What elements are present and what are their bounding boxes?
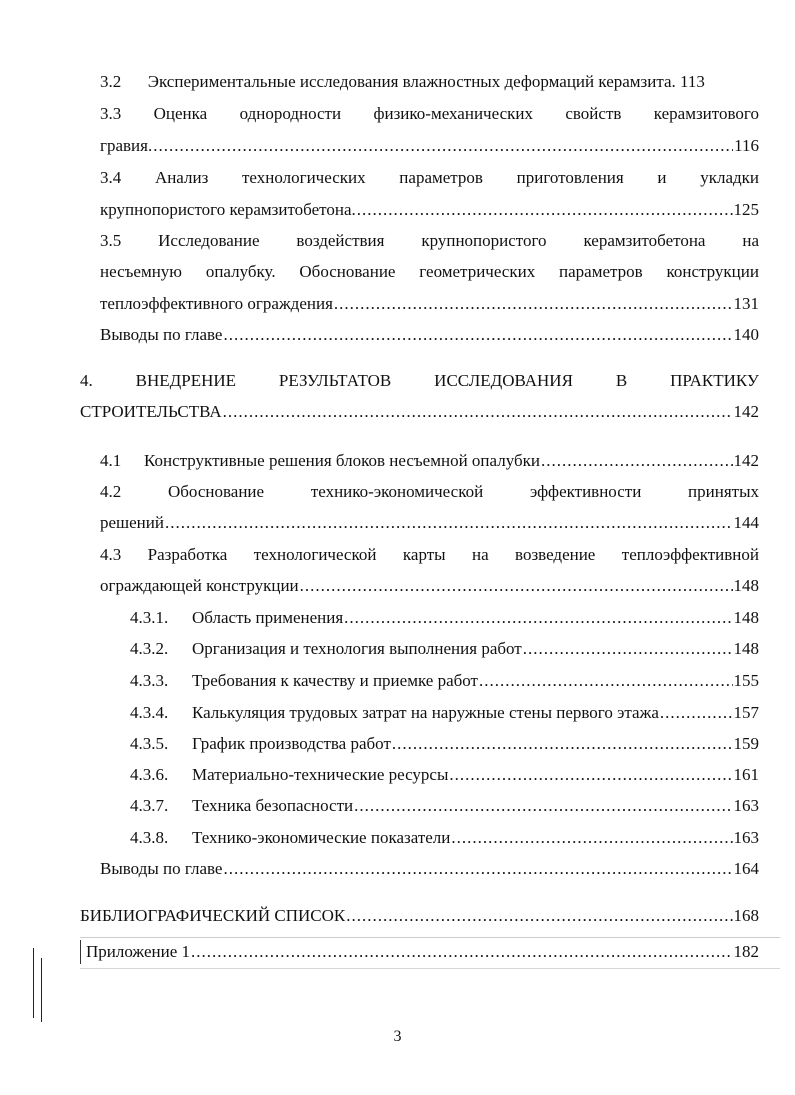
toc-title: теплоэффективного ограждения (100, 294, 333, 313)
toc-word: свойств (565, 104, 622, 123)
toc-entry-4-3-6 (130, 765, 759, 785)
toc-num: 3.3 (100, 104, 122, 123)
toc-word: несъемную (100, 262, 183, 281)
toc-entry-conclusions-3 (100, 325, 759, 345)
toc-page: 168 (733, 906, 759, 925)
toc-title: Материально-технические ресурсы (192, 765, 449, 784)
toc-page: 148 (733, 576, 759, 595)
toc-word: В (615, 371, 628, 390)
toc-num: 4.2 (100, 482, 122, 501)
toc-page: 155 (733, 671, 759, 690)
toc-word: и (657, 168, 667, 187)
dot-leader (523, 639, 733, 659)
toc-entry-3-3-line1 (100, 104, 759, 124)
dot-leader (541, 451, 733, 471)
toc-word: технологической (253, 545, 377, 564)
toc-title: Область применения (192, 608, 344, 627)
toc-title: БИБЛИОГРАФИЧЕСКИЙ СПИСОК (80, 906, 346, 925)
toc-title: СТРОИТЕЛЬСТВА (80, 402, 222, 421)
toc-word: Разработка (147, 545, 228, 564)
toc-word: Анализ (154, 168, 209, 187)
toc-word: опалубку. (205, 262, 276, 281)
toc-word: ИССЛЕДОВАНИЯ (434, 371, 573, 390)
toc-word: конструкции (666, 262, 759, 281)
toc-entry-4-2-line2 (100, 513, 759, 533)
toc-entry-4-2-line1 (100, 482, 759, 502)
toc-entry-appendix (86, 942, 759, 962)
toc-entry-4-1 (100, 451, 759, 471)
margin-bar (41, 958, 42, 1022)
toc-word: технологических (242, 168, 366, 187)
toc-num: 3.2 (100, 72, 122, 91)
toc-page: 144 (733, 513, 759, 532)
toc-num: 4.3.3. (130, 671, 169, 690)
toc-page: 182 (733, 942, 759, 961)
toc-num: 4.1 (100, 451, 122, 470)
toc-entry-4-3-8 (130, 828, 759, 848)
toc-title: Выводы по главе (100, 325, 223, 344)
toc-word: приготовления (516, 168, 624, 187)
toc-page: 113 (680, 72, 705, 91)
toc-num: 4.3.1. (130, 608, 169, 627)
toc-entry-conclusions-4 (100, 859, 759, 879)
toc-num: 4.3.2. (130, 639, 169, 658)
toc-page: 157 (733, 703, 759, 722)
toc-page: 164 (733, 859, 759, 878)
dot-leader (153, 136, 733, 156)
toc-num: 4.3.7. (130, 796, 169, 815)
toc-word: на (742, 231, 759, 250)
toc-title: крупнопористого керамзитобетона. (100, 200, 356, 219)
toc-page: 125 (733, 200, 759, 219)
toc-word: ВНЕДРЕНИЕ (135, 371, 237, 390)
toc-title: График производства работ (192, 734, 391, 753)
toc-entry-4-3-7 (130, 796, 759, 816)
toc-word: РЕЗУЛЬТАТОВ (278, 371, 392, 390)
toc-title: Организация и технология выполнения работ (192, 639, 522, 658)
toc-entry-4-3-3 (130, 671, 759, 691)
toc-page: 148 (733, 608, 759, 627)
toc-word: воздействия (296, 231, 385, 250)
appendix-box (80, 940, 81, 964)
toc-word: карты (402, 545, 446, 564)
toc-entry-bibliography (80, 906, 759, 926)
dot-leader (449, 765, 732, 785)
toc-title: гравия. (100, 136, 153, 155)
toc-word: параметров (399, 168, 483, 187)
toc-word: теплоэффективной (621, 545, 759, 564)
toc-num: 3.5 (100, 231, 122, 250)
toc-page: 163 (733, 796, 759, 815)
dot-leader (223, 859, 732, 879)
toc-title: Калькуляция трудовых затрат на наружные стены первого этажа (192, 703, 659, 722)
page-number: 3 (393, 1028, 402, 1045)
toc-word: однородности (239, 104, 342, 123)
dot-leader (346, 906, 732, 926)
toc-num: 4.3.8. (130, 828, 169, 847)
dot-leader (344, 608, 732, 628)
scan-artifact-line (80, 968, 780, 969)
dot-leader (354, 796, 732, 816)
toc-word: ПРАКТИКУ (670, 371, 759, 390)
toc-word: на (471, 545, 489, 564)
toc-entry-4-3-5 (130, 734, 759, 754)
toc-page: 142 (733, 451, 759, 470)
toc-entry-4-3-line2 (100, 576, 759, 596)
toc-title: Приложение 1 (86, 942, 190, 961)
toc-word: Обоснование (167, 482, 265, 501)
toc-page: 148 (733, 639, 759, 658)
dot-leader (334, 294, 733, 314)
toc-page: 140 (733, 325, 759, 344)
margin-bar (33, 948, 34, 1018)
toc-entry-4-3-4 (130, 703, 759, 723)
toc-entry-3-4-line2 (100, 200, 759, 220)
toc-entry-3-5-line1 (100, 231, 759, 251)
toc-word: технико-экономической (310, 482, 484, 501)
toc-num: 3.4 (100, 168, 122, 187)
dot-leader (660, 703, 733, 723)
toc-page: 161 (733, 765, 759, 784)
toc-word: геометрических (419, 262, 536, 281)
scan-artifact-line (80, 937, 780, 938)
toc-entry-3-4-line1 (100, 168, 759, 188)
toc-word: крупнопористого (421, 231, 547, 250)
toc-page: 142 (733, 402, 759, 421)
toc-num: 4.3 (100, 545, 122, 564)
toc-word: принятых (688, 482, 759, 501)
toc-num: 4.3.6. (130, 765, 169, 784)
toc-title: Требования к качеству и приемке работ (192, 671, 478, 690)
toc-word: эффективности (529, 482, 642, 501)
toc-page: 131 (733, 294, 759, 313)
dot-leader (223, 402, 733, 422)
toc-num: 4.3.4. (130, 703, 169, 722)
toc-word: Исследование (158, 231, 260, 250)
toc-num: 4.3.5. (130, 734, 169, 753)
toc-title: Техника безопасности (192, 796, 354, 815)
toc-title: Выводы по главе (100, 859, 223, 878)
toc-word: возведение (515, 545, 596, 564)
dot-leader (165, 513, 733, 533)
toc-title: решений (100, 513, 164, 532)
toc-word: укладки (700, 168, 759, 187)
dot-leader (300, 576, 733, 596)
dot-leader (357, 200, 733, 220)
toc-entry-4-3-2 (130, 639, 759, 659)
toc-word: керамзитового (653, 104, 759, 123)
dot-leader (191, 942, 733, 962)
toc-chapter-4-line2 (80, 402, 759, 422)
toc-title: ограждающей конструкции (100, 576, 299, 595)
toc-entry-3-3-line2 (100, 136, 759, 156)
dot-leader (479, 671, 733, 691)
toc-title: Конструктивные решения блоков несъемной опалубки (144, 451, 540, 470)
toc-title: Технико-экономические показатели (192, 828, 451, 847)
dot-leader (223, 325, 732, 345)
toc-entry-3-2 (100, 72, 705, 92)
toc-chapter-4-line1 (80, 371, 759, 391)
toc-word: керамзитобетона (583, 231, 706, 250)
dot-leader (392, 734, 733, 754)
toc-page: 116 (734, 136, 759, 155)
toc-word: Обоснование (299, 262, 396, 281)
toc-entry-3-5-line2 (100, 262, 759, 282)
toc-entry-3-5-line3 (100, 294, 759, 314)
toc-word: физико-механических (373, 104, 533, 123)
toc-word: 4. (80, 371, 93, 390)
toc-entry-4-3-1 (130, 608, 759, 628)
toc-title: Экспериментальные исследования влажностных деформаций керамзита. (147, 72, 676, 91)
toc-page: 163 (733, 828, 759, 847)
toc-page: 159 (733, 734, 759, 753)
toc-word: Оценка (153, 104, 208, 123)
toc-word: параметров (559, 262, 643, 281)
toc-entry-4-3-line1 (100, 545, 759, 565)
dot-leader (451, 828, 732, 848)
